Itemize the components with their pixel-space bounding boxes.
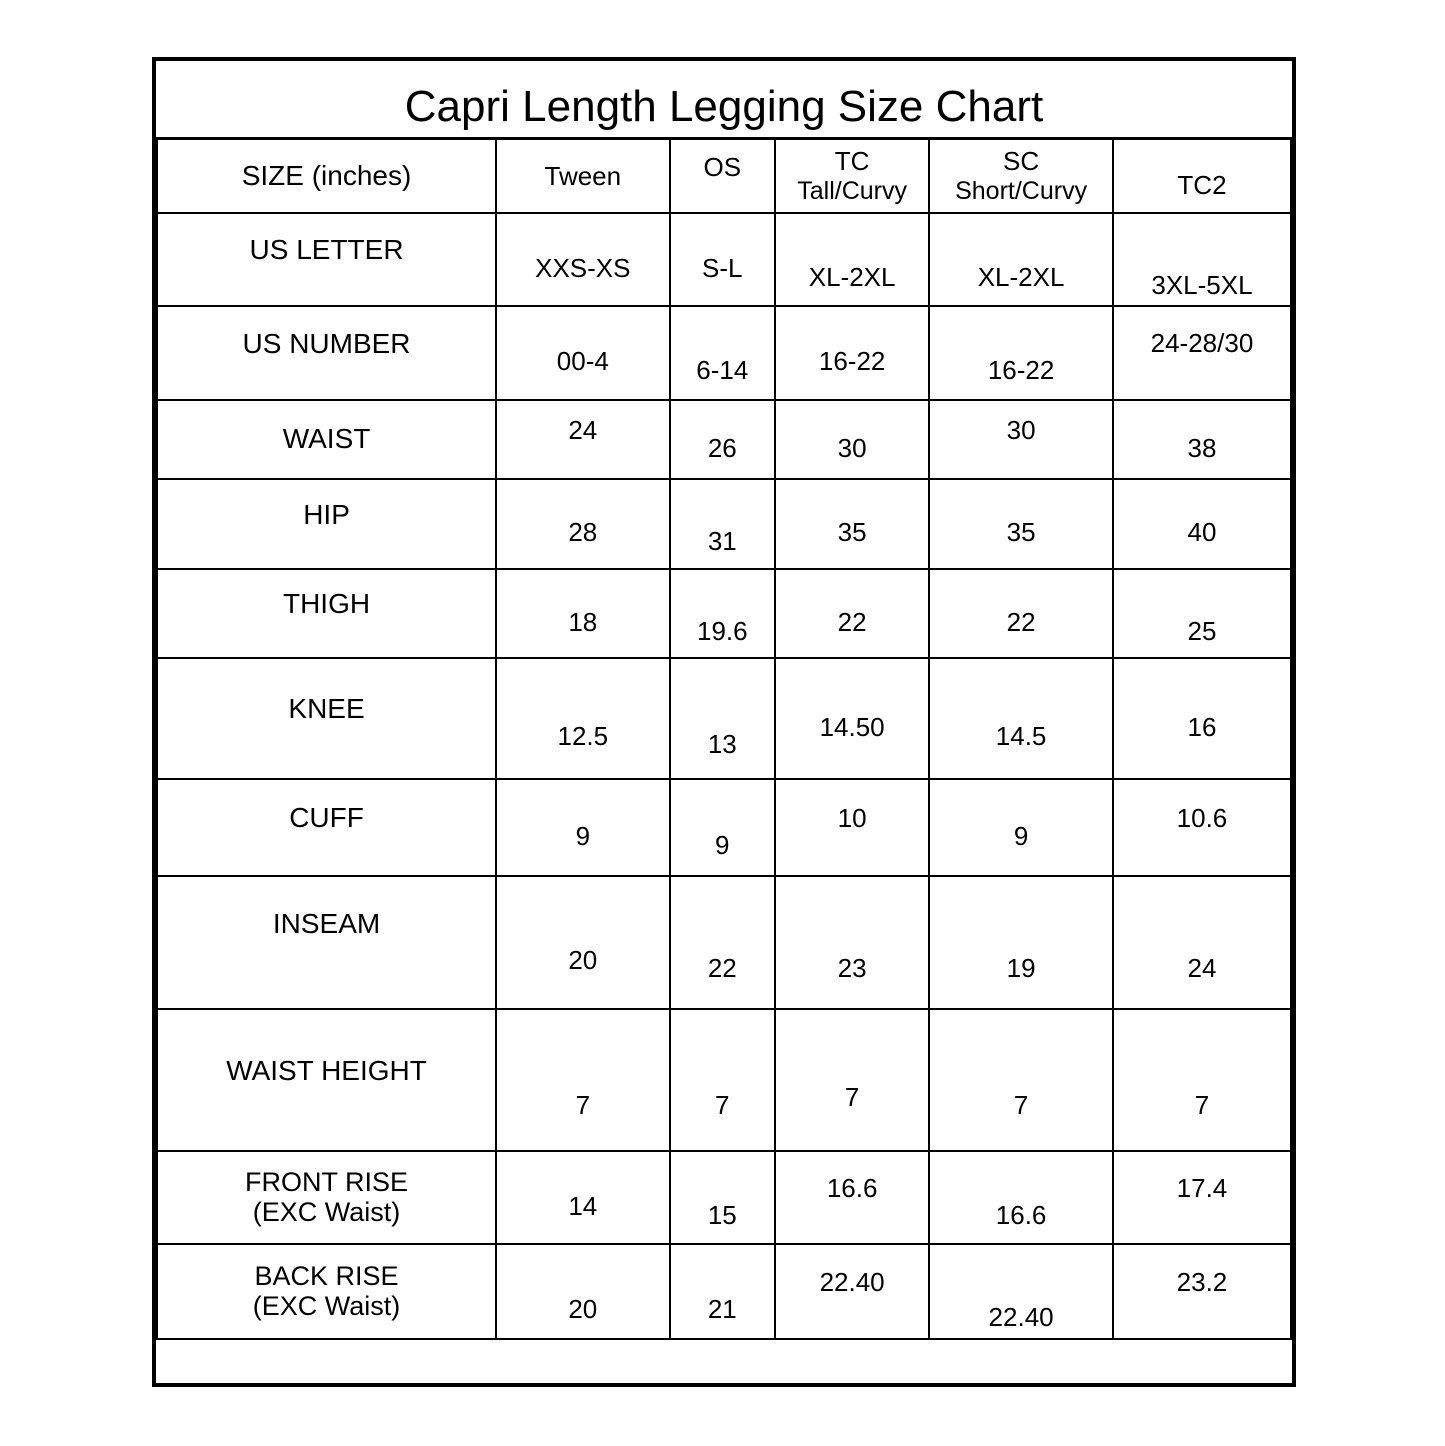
row-label-us-letter bbox=[157, 213, 496, 306]
size-chart-table bbox=[156, 137, 1292, 1340]
cell-hip-tween: 28 bbox=[496, 479, 670, 569]
column-header-os bbox=[670, 139, 775, 213]
row-label-inseam bbox=[157, 876, 496, 1009]
table-row bbox=[157, 876, 1291, 1009]
row-label-text: FRONT RISE bbox=[245, 1167, 409, 1198]
cell-waist-tc2: 38 bbox=[1113, 400, 1291, 479]
cell-hip-tc: 35 bbox=[775, 479, 929, 569]
table-row bbox=[157, 479, 1291, 569]
column-header-tc-sublabel: Tall/Curvy bbox=[797, 176, 907, 205]
row-label-waist bbox=[157, 400, 496, 479]
column-header-tc-label: TC bbox=[834, 145, 870, 176]
cell-us-number-tc: 16-22 bbox=[775, 306, 929, 400]
cell-back-rise-os: 21 bbox=[670, 1244, 775, 1339]
row-label-thigh bbox=[157, 569, 496, 658]
cell-waist-height-sc: 7 bbox=[929, 1009, 1113, 1151]
row-label-text: HIP bbox=[303, 498, 350, 530]
row-label-cuff bbox=[157, 779, 496, 876]
cell-waist-height-tc: 7 bbox=[775, 1009, 929, 1151]
column-header-sc-sublabel: Short/Curvy bbox=[955, 176, 1088, 205]
table-row bbox=[157, 1009, 1291, 1151]
cell-hip-tc2: 40 bbox=[1113, 479, 1291, 569]
cell-us-number-sc: 16-22 bbox=[929, 306, 1113, 400]
cell-inseam-tween: 20 bbox=[496, 876, 670, 1009]
column-header-tween bbox=[496, 139, 670, 213]
cell-thigh-sc: 22 bbox=[929, 569, 1113, 658]
cell-waist-tc: 30 bbox=[775, 400, 929, 479]
row-label-text: THIGH bbox=[282, 588, 371, 620]
table-row bbox=[157, 306, 1291, 400]
column-header-sc bbox=[929, 139, 1113, 213]
column-header-tween-label: Tween bbox=[544, 160, 622, 191]
cell-knee-tween: 12.5 bbox=[496, 658, 670, 779]
row-label-us-number bbox=[157, 306, 496, 400]
row-label-subtext: (EXC Waist) bbox=[252, 1291, 401, 1322]
row-label-knee bbox=[157, 658, 496, 779]
table-row bbox=[157, 1244, 1291, 1339]
cell-thigh-tc: 22 bbox=[775, 569, 929, 658]
cell-back-rise-tc2: 23.2 bbox=[1113, 1244, 1291, 1339]
table-row bbox=[157, 1151, 1291, 1244]
table-row bbox=[157, 569, 1291, 658]
table-row bbox=[157, 779, 1291, 876]
cell-thigh-tc2: 25 bbox=[1113, 569, 1291, 658]
cell-front-rise-tc: 16.6 bbox=[775, 1151, 929, 1244]
cell-front-rise-sc: 16.6 bbox=[929, 1151, 1113, 1244]
cell-us-letter-tc2: 3XL-5XL bbox=[1113, 213, 1291, 306]
cell-hip-os: 31 bbox=[670, 479, 775, 569]
cell-waist-height-tween: 7 bbox=[496, 1009, 670, 1151]
cell-cuff-tween: 9 bbox=[496, 779, 670, 876]
column-header-size-label: SIZE (inches) bbox=[241, 160, 412, 192]
cell-waist-height-os: 7 bbox=[670, 1009, 775, 1151]
column-header-tc2-label: TC2 bbox=[1177, 169, 1227, 200]
cell-us-letter-sc: XL-2XL bbox=[929, 213, 1113, 306]
column-header-size bbox=[157, 139, 496, 213]
cell-cuff-sc: 9 bbox=[929, 779, 1113, 876]
column-header-tc bbox=[775, 139, 929, 213]
row-label-front-rise bbox=[157, 1151, 496, 1244]
column-header-tc2 bbox=[1113, 139, 1291, 213]
cell-waist-height-tc2: 7 bbox=[1113, 1009, 1291, 1151]
cell-waist-tween: 24 bbox=[496, 400, 670, 479]
row-label-text: BACK RISE bbox=[254, 1261, 399, 1292]
cell-us-letter-tween: XXS-XS bbox=[496, 213, 670, 306]
row-label-text: INSEAM bbox=[272, 908, 381, 940]
cell-back-rise-tc: 22.40 bbox=[775, 1244, 929, 1339]
cell-front-rise-tc2: 17.4 bbox=[1113, 1151, 1291, 1244]
cell-us-number-tc2: 24-28/30 bbox=[1113, 306, 1291, 400]
row-label-back-rise bbox=[157, 1244, 496, 1339]
column-header-sc-label: SC bbox=[1003, 145, 1040, 176]
cell-cuff-tc2: 10.6 bbox=[1113, 779, 1291, 876]
cell-waist-sc: 30 bbox=[929, 400, 1113, 479]
size-chart-container bbox=[152, 57, 1296, 1387]
row-label-text: KNEE bbox=[288, 693, 365, 725]
table-row bbox=[157, 213, 1291, 306]
cell-inseam-os: 22 bbox=[670, 876, 775, 1009]
cell-back-rise-tween: 20 bbox=[496, 1244, 670, 1339]
cell-knee-os: 13 bbox=[670, 658, 775, 779]
row-label-waist-height bbox=[157, 1009, 496, 1151]
cell-knee-tc2: 16 bbox=[1113, 658, 1291, 779]
row-label-text: WAIST HEIGHT bbox=[226, 1054, 427, 1086]
cell-cuff-tc: 10 bbox=[775, 779, 929, 876]
cell-front-rise-tween: 14 bbox=[496, 1151, 670, 1244]
cell-us-letter-tc: XL-2XL bbox=[775, 213, 929, 306]
cell-inseam-sc: 19 bbox=[929, 876, 1113, 1009]
cell-waist-os: 26 bbox=[670, 400, 775, 479]
cell-inseam-tc: 23 bbox=[775, 876, 929, 1009]
row-label-hip bbox=[157, 479, 496, 569]
table-row bbox=[157, 400, 1291, 479]
cell-front-rise-os: 15 bbox=[670, 1151, 775, 1244]
cell-knee-sc: 14.5 bbox=[929, 658, 1113, 779]
cell-back-rise-sc: 22.40 bbox=[929, 1244, 1113, 1339]
row-label-text: US LETTER bbox=[249, 234, 404, 266]
cell-inseam-tc2: 24 bbox=[1113, 876, 1291, 1009]
chart-title: Capri Length Legging Size Chart bbox=[404, 82, 1044, 131]
row-label-text: CUFF bbox=[289, 802, 364, 834]
cell-hip-sc: 35 bbox=[929, 479, 1113, 569]
table-row bbox=[157, 658, 1291, 779]
cell-knee-tc: 14.50 bbox=[775, 658, 929, 779]
cell-us-number-os: 6-14 bbox=[670, 306, 775, 400]
row-label-subtext: (EXC Waist) bbox=[252, 1197, 401, 1228]
cell-us-number-tween: 00-4 bbox=[496, 306, 670, 400]
column-header-os-label: OS bbox=[703, 151, 742, 182]
cell-us-letter-os: S-L bbox=[670, 213, 775, 306]
cell-thigh-os: 19.6 bbox=[670, 569, 775, 658]
row-label-text: US NUMBER bbox=[242, 327, 411, 359]
cell-thigh-tween: 18 bbox=[496, 569, 670, 658]
row-label-text: WAIST bbox=[282, 423, 371, 455]
cell-cuff-os: 9 bbox=[670, 779, 775, 876]
table-header-row bbox=[157, 139, 1291, 213]
